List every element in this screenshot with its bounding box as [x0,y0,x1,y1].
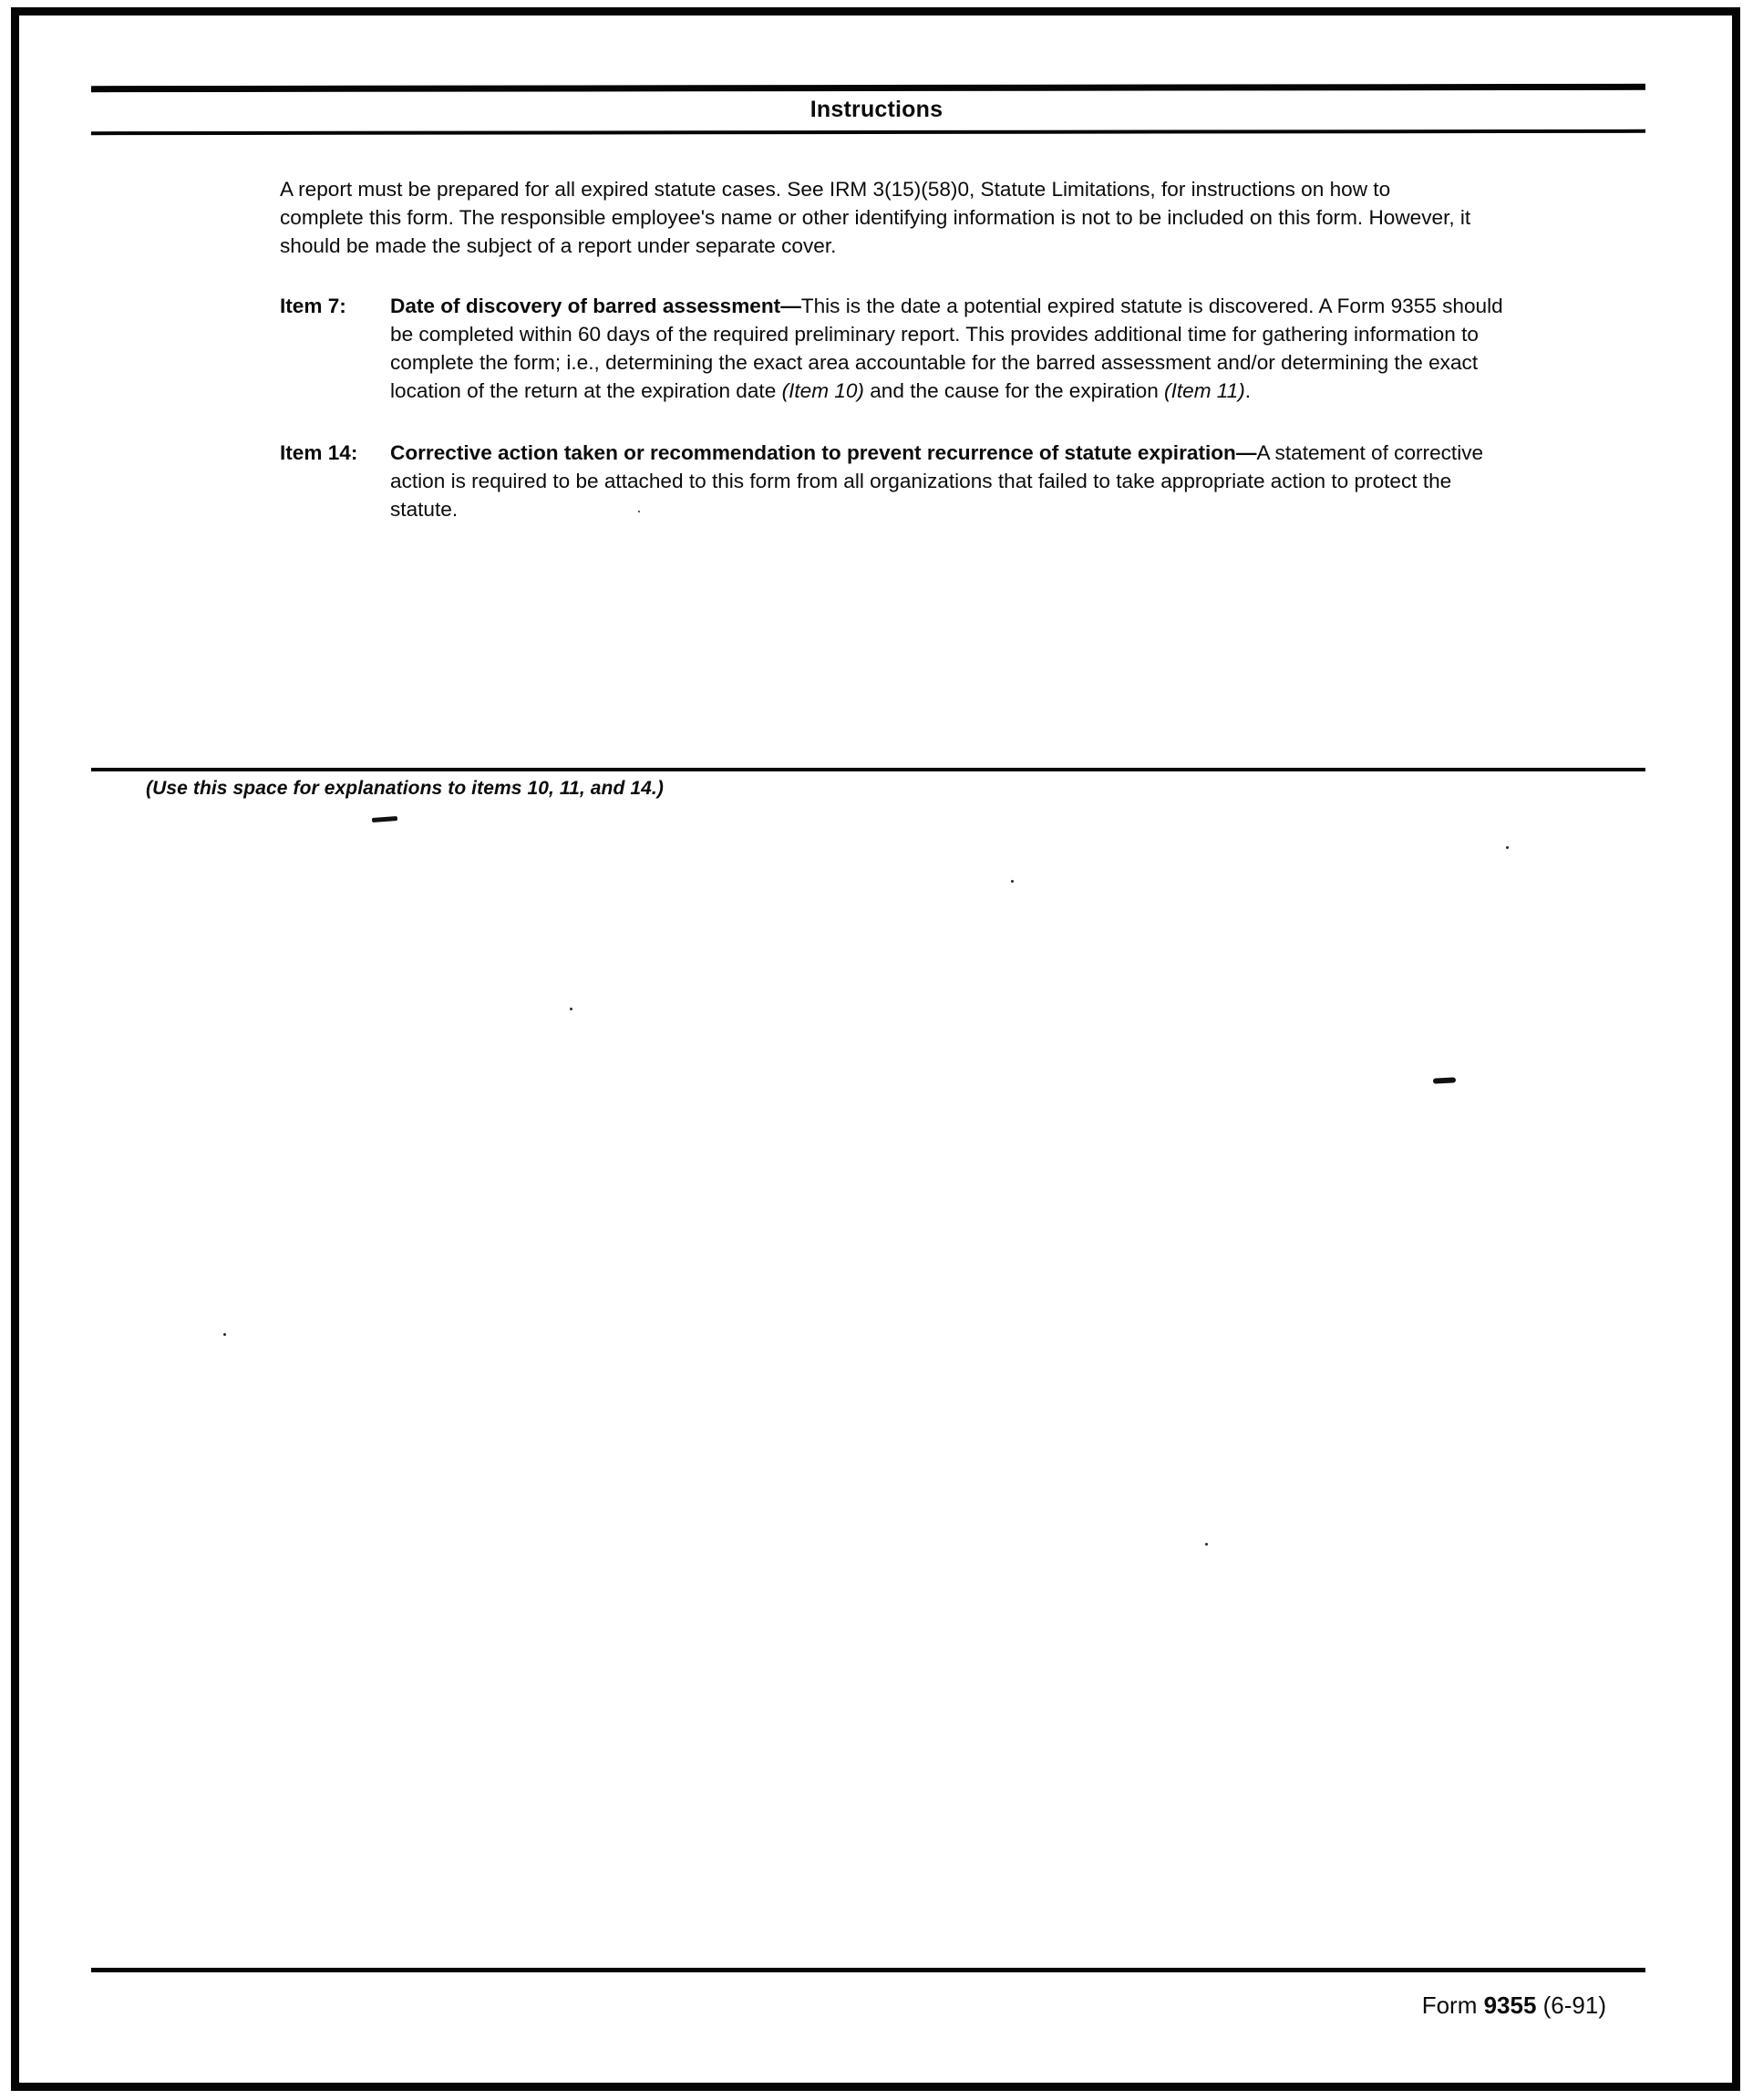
scan-artifact-smudge [1433,1077,1456,1083]
scan-artifact-smudge [372,816,397,822]
item-14-lead: Corrective action taken or recommendation to prevent recurrence of statute expiration— [390,441,1257,464]
footer-rule [91,1968,1645,1972]
item-14-body: A statement of corrective action is required to be attached to this form from all organizations that failed to take appropriate action to protect the statute. [390,441,1484,521]
instruction-item-7 [280,292,1506,405]
title-underline-rule [91,129,1645,135]
item-7-ref-item-11: (Item 11) [1164,379,1245,402]
item-7-body-3: . [1244,379,1252,402]
scan-artifact-dot [638,511,640,512]
explanation-space-note: (Use this space for explanations to items 10, 11, and 14.) [146,778,664,799]
explanation-section-rule [91,768,1645,771]
item-7-lead: Date of discovery of barred assessment— [390,295,801,317]
item-14-label: Item 14: [280,441,358,464]
top-rule [91,84,1645,92]
form-identifier [1258,1991,1606,2020]
item-7-text [390,292,1506,405]
form-revision: (6-91) [1536,1991,1606,2019]
instructions-body [280,175,1506,557]
scan-artifact-dot [1011,880,1014,883]
scan-artifact-dot [1205,1543,1208,1546]
form-number: 9355 [1483,1991,1537,2019]
item-7-body-1: This is the date a potential expired statute is discovered. A Form 9355 should be completed within 60 days of the required preliminary report. This provides additional time for gathering information to complete the form; i.e., determining the exact area accountable for the barred assessment and/or determining the exact location of the return at the expiration date [390,295,1503,402]
scan-artifact-dot [570,1008,572,1010]
item-7-ref-item-10: (Item 10) [781,379,864,402]
intro-paragraph: A report must be prepared for all expired statute cases. See IRM 3(15)(58)0, Statute Limitations, for instructions on how to complete this form. The responsible employee's name or other identifying information is not to be included on this form. However, it should be made the subject of a report under separate cover. [280,178,1471,257]
page-title: Instructions [809,97,944,122]
scan-artifact-dot [223,1333,226,1336]
scan-artifact-dot [1506,846,1509,849]
instruction-item-14 [280,439,1506,523]
form-label: Form [1421,1991,1484,2019]
item-7-label: Item 7: [280,295,346,317]
item-7-body-2: and the cause for the expiration [863,379,1165,402]
item-14-text [390,439,1506,523]
